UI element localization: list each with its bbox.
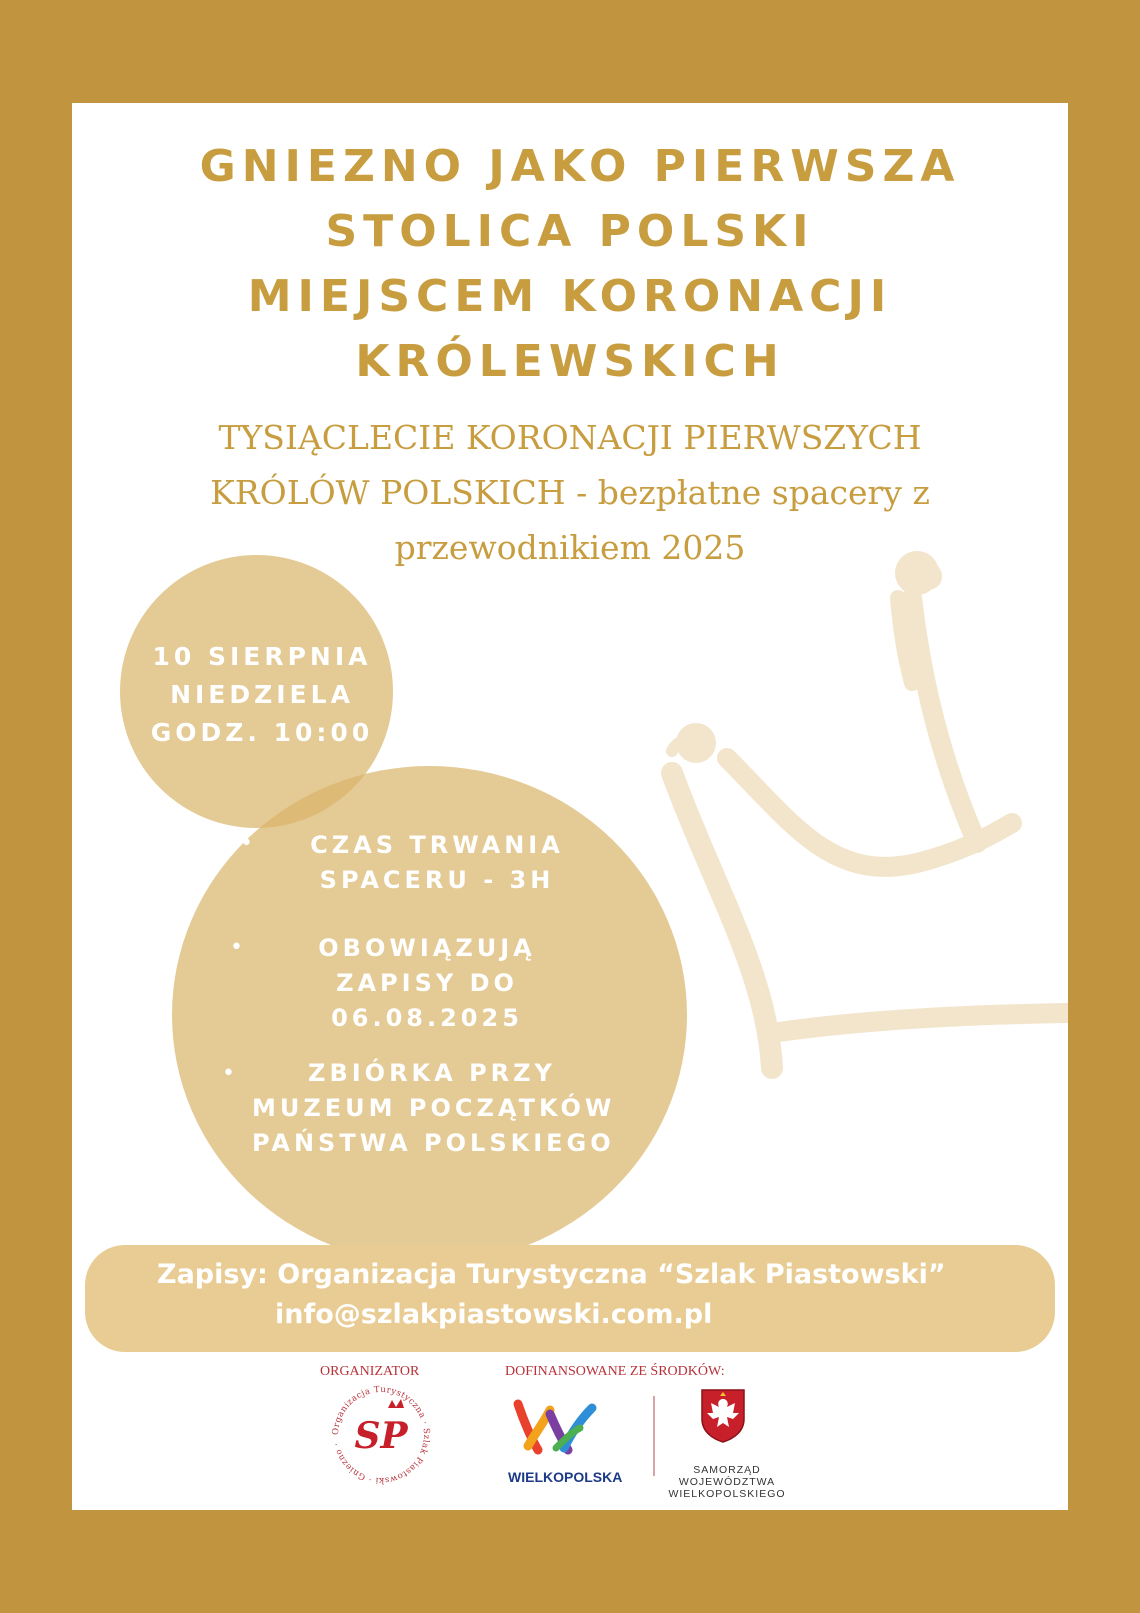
info-item-duration xyxy=(272,828,602,898)
subtitle-line: TYSIĄCLECIE KORONACJI PIERWSZYCH xyxy=(218,418,922,457)
time-line: GODZ. 10:00 xyxy=(150,718,374,747)
wielkopolska-coat-of-arms-icon xyxy=(699,1387,747,1443)
samorzad-line: WOJEWÓDZTWA xyxy=(678,1476,776,1488)
info-line: MUZEUM POCZĄTKÓW xyxy=(252,1094,616,1122)
poster-panel xyxy=(72,103,1068,1510)
info-item-registration xyxy=(272,931,582,1036)
poster-subtitle xyxy=(72,410,1068,575)
subtitle-line: przewodnikiem 2025 xyxy=(394,528,746,567)
title-line: STOLICA POLSKI xyxy=(325,206,815,257)
samorzad-line: WIELKOPOLSKIEGO xyxy=(668,1488,786,1500)
info-item-meeting-point xyxy=(252,1056,616,1161)
contact-email[interactable]: info@szlakpiastowski.com.pl xyxy=(275,1299,713,1330)
samorzad-line: SAMORZĄD xyxy=(693,1464,761,1476)
seal-ring-text: Organizacja Turystyczna · Szlak Piastowski · Gniezno · xyxy=(330,1384,432,1486)
bullet: • xyxy=(240,831,253,856)
info-line: CZAS TRWANIA xyxy=(310,831,564,859)
cofinanced-label: DOFINANSOWANE ZE ŚRODKÓW: xyxy=(505,1364,725,1379)
wielkopolska-logo xyxy=(510,1388,600,1460)
organizer-label: ORGANIZATOR xyxy=(320,1364,420,1379)
date-block xyxy=(112,638,412,752)
contact-bar xyxy=(85,1245,1055,1352)
info-line: ZBIÓRKA PRZY xyxy=(308,1059,556,1087)
wielkopolska-label: WIELKOPOLSKA xyxy=(508,1469,623,1485)
subtitle-line: KRÓLÓW POLSKICH - bezpłatne spacery z xyxy=(210,473,930,512)
date-line: 10 SIERPNIA xyxy=(152,642,372,671)
contact-line: Zapisy: Organizacja Turystyczna “Szlak Piastowski” xyxy=(157,1259,946,1290)
day-line: NIEDZIELA xyxy=(170,680,354,709)
info-line: OBOWIĄZUJĄ xyxy=(318,934,536,962)
szlak-piastowski-logo xyxy=(326,1380,436,1490)
samorzad-label xyxy=(662,1464,792,1500)
info-line: PAŃSTWA POLSKIEGO xyxy=(252,1129,615,1157)
bullet: • xyxy=(222,1061,235,1086)
seal-monogram: SP xyxy=(354,1415,408,1457)
info-line: 06.08.2025 xyxy=(331,1004,523,1032)
info-line: ZAPISY DO xyxy=(336,969,518,997)
title-line: GNIEZNO JAKO PIERWSZA xyxy=(199,141,961,192)
title-line: MIEJSCEM KORONACJI xyxy=(247,271,893,322)
bullet: • xyxy=(230,935,243,960)
poster-title xyxy=(72,134,1068,394)
logo-divider xyxy=(653,1396,655,1476)
info-line: SPACERU - 3H xyxy=(319,866,555,894)
title-line: KRÓLEWSKICH xyxy=(355,336,785,387)
